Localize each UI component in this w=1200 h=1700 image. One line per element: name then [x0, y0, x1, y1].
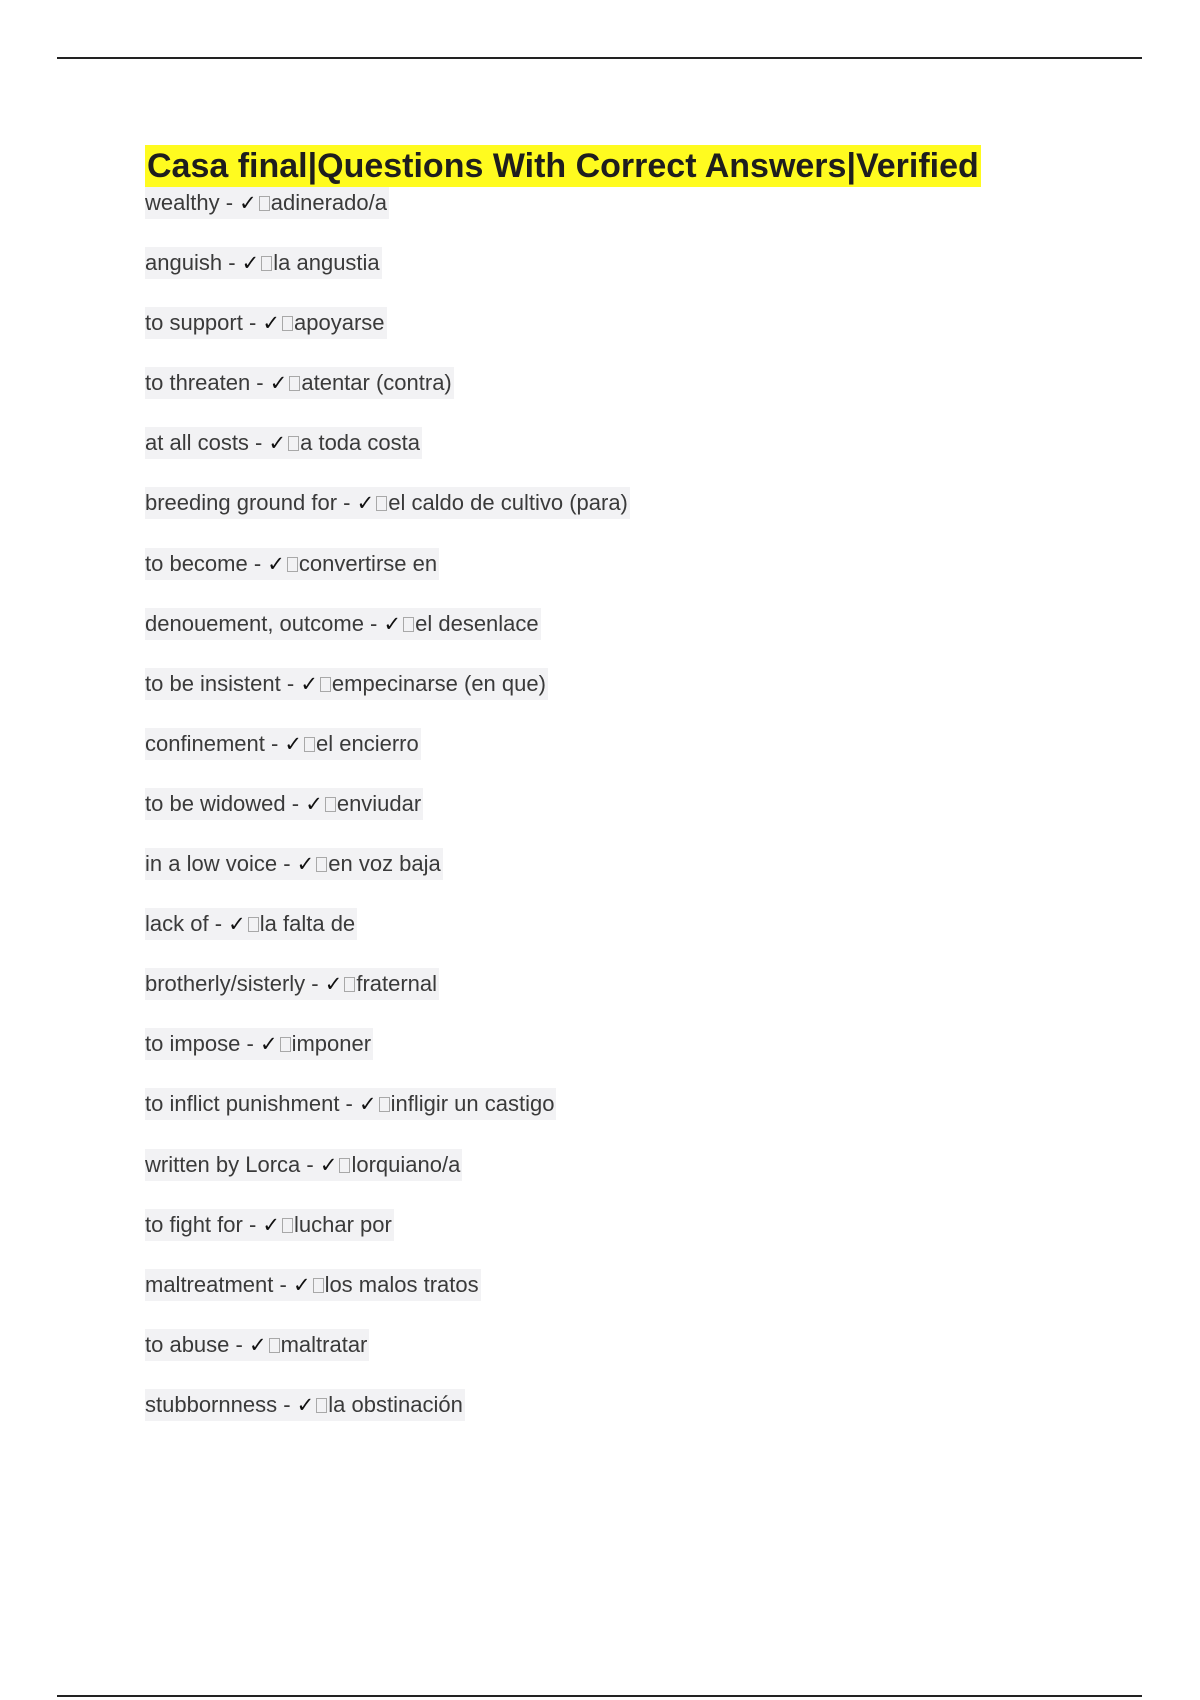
- term-separator: -: [248, 430, 269, 456]
- vocab-entry: [145, 1149, 630, 1181]
- vocab-entry-text: [145, 968, 439, 1000]
- vocab-entry-text: [145, 608, 541, 640]
- vocab-entry-text: [145, 788, 423, 820]
- vocab-entry-text: [145, 1209, 394, 1241]
- vocab-term: to be widowed: [145, 790, 286, 816]
- vocab-entry: [145, 427, 630, 459]
- vocab-term: to become: [145, 550, 248, 576]
- vocab-entry: [145, 1329, 630, 1361]
- vocab-entry: [145, 187, 630, 219]
- check-mark-icon: ✓: [356, 491, 375, 516]
- footer-rule: [57, 1695, 1142, 1697]
- vocab-entry-text: [145, 1028, 373, 1060]
- check-mark-icon: ✓: [383, 611, 402, 636]
- vocab-term: brotherly/sisterly: [145, 971, 306, 997]
- vocab-entry: [145, 1028, 630, 1060]
- vocab-term: breeding ground for: [145, 490, 338, 516]
- vocab-entry-text: [145, 1149, 462, 1181]
- vocab-answer: en voz baja: [328, 851, 441, 877]
- vocab-term: anguish: [145, 250, 223, 276]
- vocab-entry: [145, 848, 630, 880]
- vocab-entry: [145, 1088, 630, 1120]
- vocab-entry-text: [145, 367, 454, 399]
- check-mark-icon: ✓: [324, 972, 343, 997]
- vocab-entry: [145, 1209, 630, 1241]
- missing-glyph-box-icon: [304, 737, 315, 752]
- missing-glyph-box-icon: [282, 1218, 293, 1233]
- vocab-entry: [145, 487, 630, 519]
- vocab-entry: [145, 307, 630, 339]
- vocab-entry: [145, 968, 630, 1000]
- term-separator: -: [280, 670, 301, 696]
- missing-glyph-box-icon: [282, 316, 293, 331]
- vocab-answer: la angustia: [273, 250, 380, 276]
- vocab-entry-text: [145, 247, 382, 279]
- vocab-answer: infligir un castigo: [390, 1091, 555, 1117]
- term-separator: -: [229, 1331, 249, 1357]
- vocab-term: maltreatment: [145, 1271, 274, 1297]
- check-mark-icon: ✓: [305, 791, 323, 816]
- vocab-entry-text: [145, 487, 630, 519]
- vocab-entry: [145, 608, 630, 640]
- vocab-term: in a low voice: [145, 851, 278, 877]
- vocab-answer: atentar (contra): [301, 370, 452, 396]
- vocab-entry: [145, 548, 630, 580]
- vocab-answer: luchar por: [294, 1211, 392, 1237]
- term-separator: -: [250, 370, 270, 396]
- term-separator: -: [208, 911, 229, 937]
- missing-glyph-box-icon: [261, 256, 272, 271]
- vocab-entry-text: [145, 1088, 556, 1120]
- term-separator: -: [273, 1271, 293, 1297]
- vocab-answer: adinerado/a: [270, 190, 387, 215]
- term-separator: -: [277, 1391, 297, 1417]
- term-separator: -: [339, 1091, 359, 1117]
- vocab-answer: apoyarse: [294, 310, 385, 336]
- missing-glyph-box-icon: [280, 1037, 291, 1052]
- vocab-term: wealthy: [145, 190, 220, 215]
- missing-glyph-box-icon: [259, 196, 270, 211]
- check-mark-icon: ✓: [300, 671, 318, 696]
- document-title: Casa final|Questions With Correct Answers|Verified: [147, 147, 979, 185]
- vocab-term: to abuse: [145, 1331, 230, 1357]
- vocab-term: lack of: [145, 911, 209, 937]
- check-mark-icon: ✓: [269, 371, 288, 396]
- missing-glyph-box-icon: [316, 1398, 327, 1413]
- check-mark-icon: ✓: [267, 551, 285, 576]
- term-separator: -: [300, 1151, 320, 1177]
- missing-glyph-box-icon: [403, 617, 414, 632]
- vocab-term: to be insistent: [145, 670, 281, 696]
- vocab-entry: [145, 367, 630, 399]
- vocab-term: to inflict punishment: [145, 1091, 340, 1117]
- vocab-answer: convertirse en: [298, 550, 438, 576]
- missing-glyph-box-icon: [313, 1278, 324, 1293]
- missing-glyph-box-icon: [344, 977, 355, 992]
- check-mark-icon: ✓: [296, 1392, 315, 1417]
- vocab-answer: enviudar: [336, 790, 422, 816]
- header-rule: [57, 57, 1142, 59]
- term-separator: -: [285, 790, 306, 816]
- vocab-answer: el encierro: [316, 730, 419, 756]
- term-separator: -: [242, 310, 263, 336]
- term-separator: -: [242, 1211, 263, 1237]
- missing-glyph-box-icon: [325, 797, 336, 812]
- vocab-entry: [145, 728, 630, 760]
- vocab-entry-text: [145, 427, 422, 459]
- vocab-answer: el caldo de cultivo (para): [388, 490, 628, 516]
- check-mark-icon: ✓: [228, 912, 246, 937]
- vocabulary-list: [145, 187, 630, 1449]
- missing-glyph-box-icon: [288, 436, 299, 451]
- vocab-entry-text: [145, 908, 357, 940]
- vocab-entry-text: [145, 1269, 481, 1301]
- term-separator: -: [363, 610, 384, 636]
- vocab-term: to support: [145, 310, 243, 336]
- vocab-term: to fight for: [145, 1211, 243, 1237]
- term-separator: -: [264, 730, 285, 756]
- missing-glyph-box-icon: [269, 1338, 280, 1353]
- vocab-entry: [145, 668, 630, 700]
- vocab-entry: [145, 1389, 630, 1421]
- check-mark-icon: ✓: [292, 1272, 311, 1297]
- check-mark-icon: ✓: [262, 1212, 281, 1237]
- check-mark-icon: ✓: [296, 852, 315, 877]
- term-separator: -: [277, 851, 297, 877]
- check-mark-icon: ✓: [248, 1332, 267, 1357]
- vocab-entry: [145, 1269, 630, 1301]
- missing-glyph-box-icon: [287, 557, 298, 572]
- check-mark-icon: ✓: [319, 1152, 338, 1177]
- missing-glyph-box-icon: [379, 1097, 390, 1112]
- vocab-term: stubbornness: [145, 1391, 278, 1417]
- check-mark-icon: ✓: [259, 1032, 278, 1057]
- vocab-term: to threaten: [145, 370, 251, 396]
- missing-glyph-box-icon: [289, 376, 300, 391]
- missing-glyph-box-icon: [248, 917, 259, 932]
- check-mark-icon: ✓: [262, 311, 281, 336]
- vocab-answer: el desenlace: [415, 610, 539, 636]
- vocab-answer: la obstinación: [328, 1391, 463, 1417]
- vocab-answer: fraternal: [356, 971, 438, 997]
- vocab-entry-text: [145, 307, 387, 339]
- check-mark-icon: ✓: [284, 731, 303, 756]
- vocab-answer: maltratar: [280, 1331, 368, 1357]
- term-separator: -: [222, 250, 242, 276]
- vocab-entry: [145, 788, 630, 820]
- vocab-entry-text: [145, 1329, 369, 1361]
- vocab-term: written by Lorca: [145, 1151, 301, 1177]
- missing-glyph-box-icon: [316, 857, 327, 872]
- vocab-entry: [145, 247, 630, 279]
- term-separator: -: [219, 190, 240, 215]
- vocab-answer: a toda costa: [300, 430, 420, 456]
- vocab-term: denouement, outcome: [145, 610, 364, 636]
- vocab-entry-text: [145, 848, 443, 880]
- vocab-answer: empecinarse (en que): [331, 670, 546, 696]
- check-mark-icon: ✓: [241, 251, 260, 276]
- vocab-answer: lorquiano/a: [351, 1151, 461, 1177]
- vocab-term: to impose: [145, 1031, 241, 1057]
- vocab-term: at all costs: [145, 430, 249, 456]
- vocab-term: confinement: [145, 730, 265, 756]
- vocab-entry-text: [145, 668, 548, 700]
- term-separator: -: [240, 1031, 260, 1057]
- vocab-entry-text: [145, 1389, 465, 1421]
- vocab-answer: la falta de: [259, 911, 356, 937]
- missing-glyph-box-icon: [339, 1158, 350, 1173]
- check-mark-icon: ✓: [239, 191, 257, 215]
- vocab-entry-text: [145, 187, 389, 219]
- vocab-entry-text: [145, 548, 439, 580]
- term-separator: -: [337, 490, 357, 516]
- missing-glyph-box-icon: [376, 496, 387, 511]
- check-mark-icon: ✓: [359, 1092, 377, 1117]
- missing-glyph-box-icon: [320, 677, 331, 692]
- check-mark-icon: ✓: [268, 431, 287, 456]
- vocab-answer: imponer: [291, 1031, 372, 1057]
- vocab-entry: [145, 908, 630, 940]
- vocab-entry-text: [145, 728, 421, 760]
- vocab-answer: los malos tratos: [324, 1271, 479, 1297]
- term-separator: -: [247, 550, 268, 576]
- term-separator: -: [305, 971, 325, 997]
